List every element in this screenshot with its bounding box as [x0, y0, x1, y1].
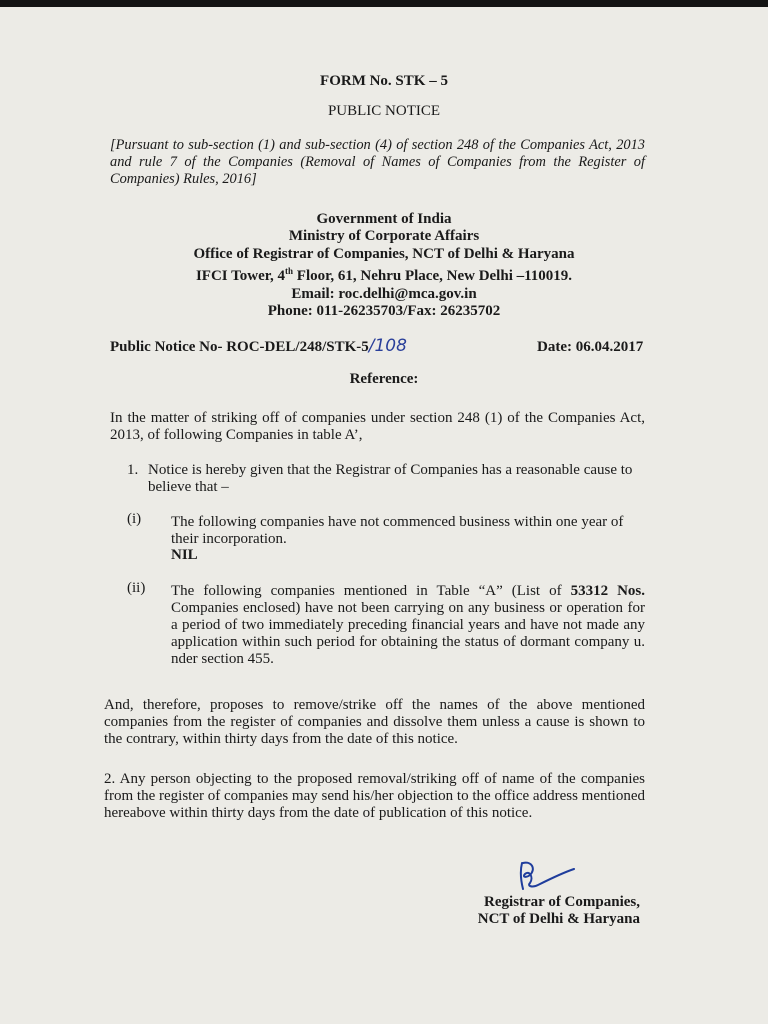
scan-top-edge: [0, 0, 768, 7]
point-2-paragraph: 2. Any person objecting to the proposed removal/striking off of name of the companies from the register of companies may send his/her objection to the office address mentioned hereabove within thirty days from the date of publication of this notice.: [104, 771, 645, 821]
sub-point-i-nil: NIL: [171, 547, 198, 563]
pursuant-clause: [Pursuant to sub-section (1) and sub-section (4) of section 248 of the Companies Act, 2013 and rule 7 of the Companies (Removal of Names of Companies from the Register of Companies) Rules, 2016]: [110, 137, 645, 187]
signatory-block: [470, 894, 640, 928]
signatory-jurisdiction: NCT of Delhi & Haryana: [477, 911, 640, 927]
notice-title: PUBLIC NOTICE: [327, 103, 441, 119]
point-1-number: 1.: [127, 462, 139, 478]
sub-point-ii-text-start: The following companies mentioned in Table “A” (List of: [171, 583, 571, 599]
phone-line: Phone: 011-26235703/Fax: 26235702: [267, 303, 501, 320]
notice-number-printed: Public Notice No- ROC-DEL/248/STK-5: [110, 339, 369, 355]
document-page: [0, 7, 768, 1024]
intro-paragraph: In the matter of striking off of companies under section 248 (1) of the Companies Act, 2013, of following Companies in table A’,: [110, 410, 645, 443]
notice-number-handwritten: /108: [368, 336, 407, 356]
reference-heading: Reference:: [349, 371, 419, 387]
email-line: Email: roc.delhi@mca.gov.in: [291, 285, 477, 302]
address-part-2: Floor, 61, Nehru Place, New Delhi –110019.: [293, 268, 573, 285]
notice-date: Date: 06.04.2017: [537, 339, 644, 355]
address-ordinal: th: [285, 266, 294, 277]
company-count-suffix: Nos.: [608, 583, 645, 599]
form-number: FORM No. STK – 5: [320, 73, 448, 89]
office-header: [0, 211, 768, 320]
public-notice-number: [110, 336, 407, 356]
office-line: Office of Registrar of Companies, NCT of Delhi & Haryana: [193, 245, 575, 262]
address-line: [0, 263, 768, 285]
government-line: Government of India: [316, 211, 452, 227]
sub-point-ii-number: (ii): [127, 580, 146, 596]
sub-point-i-number: (i): [127, 511, 142, 527]
company-count: 53312: [570, 583, 609, 599]
sub-point-ii-text: [171, 583, 645, 668]
sub-point-i-text: The following companies have not commenced business within one year of their incorporation.: [171, 514, 624, 547]
address-part-1: IFCI Tower, 4: [195, 268, 286, 285]
ministry-line: Ministry of Corporate Affairs: [288, 228, 480, 245]
sub-point-ii-text-end: Companies enclosed) have not been carrying on any business or operation for a period of two immediately preceding financial years and have not made any application within such period for obtaining the status of dormant company u. nder section 455.: [171, 600, 645, 667]
signatory-title: Registrar of Companies,: [484, 894, 640, 910]
therefore-paragraph: And, therefore, proposes to remove/strike off the names of the above mentioned companies from the register of companies and dissolve them unless a cause is shown to the contrary, within thirty days from the date of this notice.: [104, 697, 645, 747]
point-1-text: Notice is hereby given that the Registrar of Companies has a reasonable cause to believe that –: [148, 462, 633, 495]
